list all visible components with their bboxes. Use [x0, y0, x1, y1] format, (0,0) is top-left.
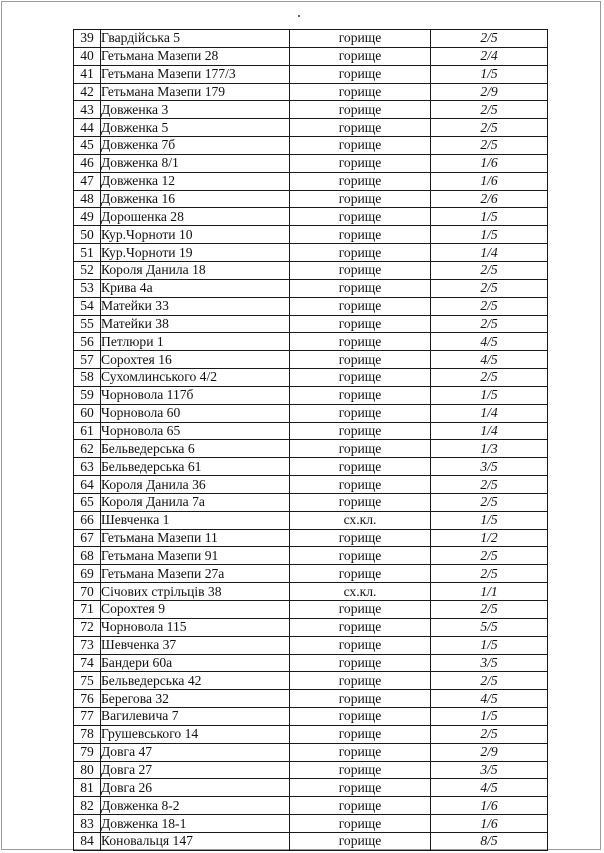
row-number: 62 [74, 440, 101, 458]
row-address: Довженка 7б [101, 137, 290, 155]
row-address: Довженка 5 [101, 119, 290, 137]
row-premise-type: горище [290, 618, 431, 636]
row-address: Довга 27 [101, 761, 290, 779]
row-address: Сорохтея 9 [101, 601, 290, 619]
table-row [74, 832, 548, 850]
row-fraction: 2/5 [431, 30, 548, 48]
row-address: Довженка 8-2 [101, 797, 290, 815]
row-fraction: 3/5 [431, 761, 548, 779]
row-fraction: 4/5 [431, 779, 548, 797]
row-number: 81 [74, 779, 101, 797]
row-premise-type: горище [290, 440, 431, 458]
row-fraction: 1/6 [431, 797, 548, 815]
row-number: 58 [74, 369, 101, 387]
row-number: 83 [74, 815, 101, 833]
row-address: Довженка 18-1 [101, 815, 290, 833]
row-premise-type: горище [290, 30, 431, 48]
table-row [74, 172, 548, 190]
row-address: Гвардійська 5 [101, 30, 290, 48]
row-premise-type: горище [290, 458, 431, 476]
table-row [74, 743, 548, 761]
table-row [74, 333, 548, 351]
row-fraction: 1/6 [431, 172, 548, 190]
row-premise-type: горище [290, 404, 431, 422]
row-premise-type: горище [290, 226, 431, 244]
row-address: Матейки 38 [101, 315, 290, 333]
row-number: 60 [74, 404, 101, 422]
row-fraction: 1/4 [431, 244, 548, 262]
row-fraction: 4/5 [431, 351, 548, 369]
row-premise-type: горище [290, 83, 431, 101]
row-address: Гетьмана Мазепи 179 [101, 83, 290, 101]
table-row [74, 440, 548, 458]
row-number: 53 [74, 279, 101, 297]
row-fraction: 1/5 [431, 65, 548, 83]
row-address: Бандери 60а [101, 654, 290, 672]
row-number: 40 [74, 47, 101, 65]
row-premise-type: горище [290, 315, 431, 333]
row-fraction: 2/5 [431, 369, 548, 387]
row-premise-type: горище [290, 101, 431, 119]
row-fraction: 3/5 [431, 458, 548, 476]
table-row [74, 458, 548, 476]
row-number: 82 [74, 797, 101, 815]
row-fraction: 4/5 [431, 690, 548, 708]
table-row [74, 279, 548, 297]
row-address: Грушевського 14 [101, 725, 290, 743]
row-premise-type: горище [290, 779, 431, 797]
row-fraction: 2/5 [431, 261, 548, 279]
row-fraction: 2/5 [431, 137, 548, 155]
row-fraction: 1/4 [431, 422, 548, 440]
row-number: 47 [74, 172, 101, 190]
table-row [74, 208, 548, 226]
row-address: Вагилевича 7 [101, 708, 290, 726]
row-fraction: 1/1 [431, 583, 548, 601]
table-row [74, 422, 548, 440]
row-fraction: 2/5 [431, 119, 548, 137]
row-fraction: 2/5 [431, 725, 548, 743]
table-row [74, 511, 548, 529]
table-row [74, 119, 548, 137]
row-address: Довженка 16 [101, 190, 290, 208]
table-row [74, 83, 548, 101]
row-fraction: 1/4 [431, 404, 548, 422]
table-row [74, 297, 548, 315]
table-row [74, 779, 548, 797]
row-fraction: 1/5 [431, 708, 548, 726]
table-row [74, 797, 548, 815]
row-fraction: 2/9 [431, 83, 548, 101]
row-number: 79 [74, 743, 101, 761]
row-address: Петлюри 1 [101, 333, 290, 351]
row-fraction: 2/5 [431, 601, 548, 619]
row-fraction: 8/5 [431, 832, 548, 850]
table-row [74, 601, 548, 619]
table-row [74, 476, 548, 494]
table-row [74, 226, 548, 244]
row-fraction: 1/3 [431, 440, 548, 458]
row-premise-type: горище [290, 154, 431, 172]
row-address: Довженка 8/1 [101, 154, 290, 172]
row-number: 41 [74, 65, 101, 83]
row-number: 51 [74, 244, 101, 262]
row-number: 39 [74, 30, 101, 48]
row-number: 44 [74, 119, 101, 137]
row-address: Гетьмана Мазепи 91 [101, 547, 290, 565]
row-number: 50 [74, 226, 101, 244]
row-premise-type: горище [290, 476, 431, 494]
row-address: Шевченка 1 [101, 511, 290, 529]
row-address: Матейки 33 [101, 297, 290, 315]
row-address: Чорновола 117б [101, 386, 290, 404]
row-address: Дорошенка 28 [101, 208, 290, 226]
row-address: Короля Данила 18 [101, 261, 290, 279]
row-number: 48 [74, 190, 101, 208]
table-row [74, 672, 548, 690]
row-address: Кур.Чорноти 19 [101, 244, 290, 262]
row-number: 57 [74, 351, 101, 369]
row-fraction: 1/5 [431, 208, 548, 226]
row-number: 52 [74, 261, 101, 279]
row-address: Січових стрільців 38 [101, 583, 290, 601]
row-fraction: 2/5 [431, 101, 548, 119]
table-row [74, 386, 548, 404]
row-premise-type: горище [290, 279, 431, 297]
table-row [74, 708, 548, 726]
table-row [74, 493, 548, 511]
table-row [74, 404, 548, 422]
row-address: Чорновола 60 [101, 404, 290, 422]
row-address: Кур.Чорноти 10 [101, 226, 290, 244]
row-address: Бельведерська 6 [101, 440, 290, 458]
row-number: 70 [74, 583, 101, 601]
table-row [74, 583, 548, 601]
row-number: 61 [74, 422, 101, 440]
row-fraction: 2/5 [431, 493, 548, 511]
table-row [74, 725, 548, 743]
row-number: 68 [74, 547, 101, 565]
row-number: 59 [74, 386, 101, 404]
row-fraction: 3/5 [431, 654, 548, 672]
row-number: 67 [74, 529, 101, 547]
row-premise-type: горище [290, 725, 431, 743]
row-address: Гетьмана Мазепи 28 [101, 47, 290, 65]
row-premise-type: горище [290, 832, 431, 850]
row-fraction: 5/5 [431, 618, 548, 636]
row-number: 77 [74, 708, 101, 726]
row-fraction: 4/5 [431, 333, 548, 351]
row-number: 42 [74, 83, 101, 101]
table-row [74, 65, 548, 83]
row-number: 78 [74, 725, 101, 743]
row-number: 75 [74, 672, 101, 690]
row-premise-type: горище [290, 261, 431, 279]
row-fraction: 2/9 [431, 743, 548, 761]
table-row [74, 690, 548, 708]
table-row [74, 636, 548, 654]
row-fraction: 2/5 [431, 279, 548, 297]
row-number: 71 [74, 601, 101, 619]
row-premise-type: горище [290, 743, 431, 761]
table-row [74, 261, 548, 279]
row-fraction: 2/5 [431, 315, 548, 333]
row-premise-type: горище [290, 636, 431, 654]
row-fraction: 2/5 [431, 476, 548, 494]
row-premise-type: горище [290, 601, 431, 619]
row-premise-type: горище [290, 47, 431, 65]
row-fraction: 1/5 [431, 386, 548, 404]
row-number: 56 [74, 333, 101, 351]
row-address: Бельведерська 61 [101, 458, 290, 476]
row-premise-type: горище [290, 297, 431, 315]
row-number: 76 [74, 690, 101, 708]
row-address: Гетьмана Мазепи 11 [101, 529, 290, 547]
row-number: 74 [74, 654, 101, 672]
row-premise-type: горище [290, 797, 431, 815]
row-fraction: 2/5 [431, 672, 548, 690]
table-row [74, 47, 548, 65]
row-number: 84 [74, 832, 101, 850]
row-address: Сухомлинського 4/2 [101, 369, 290, 387]
row-address: Чорновола 115 [101, 618, 290, 636]
row-premise-type: горище [290, 708, 431, 726]
table-row [74, 529, 548, 547]
row-number: 54 [74, 297, 101, 315]
row-fraction: 2/5 [431, 297, 548, 315]
row-number: 64 [74, 476, 101, 494]
table-body [74, 30, 548, 851]
row-premise-type: горище [290, 65, 431, 83]
address-table [73, 29, 548, 851]
row-address: Крива 4а [101, 279, 290, 297]
row-address: Гетьмана Мазепи 177/3 [101, 65, 290, 83]
row-fraction: 1/5 [431, 226, 548, 244]
row-premise-type: горище [290, 369, 431, 387]
row-fraction: 1/2 [431, 529, 548, 547]
row-address: Коновальця 147 [101, 832, 290, 850]
row-premise-type: горище [290, 690, 431, 708]
row-premise-type: горище [290, 493, 431, 511]
row-premise-type: горище [290, 422, 431, 440]
row-premise-type: горище [290, 137, 431, 155]
row-address: Сорохтея 16 [101, 351, 290, 369]
row-fraction: 2/6 [431, 190, 548, 208]
table-row [74, 654, 548, 672]
row-premise-type: сх.кл. [290, 511, 431, 529]
row-address: Довга 47 [101, 743, 290, 761]
row-fraction: 2/5 [431, 565, 548, 583]
table-row [74, 315, 548, 333]
table-row [74, 154, 548, 172]
row-address: Довженка 3 [101, 101, 290, 119]
row-number: 55 [74, 315, 101, 333]
row-number: 66 [74, 511, 101, 529]
row-address: Гетьмана Мазепи 27а [101, 565, 290, 583]
row-number: 65 [74, 493, 101, 511]
table-row [74, 351, 548, 369]
table-row [74, 244, 548, 262]
row-premise-type: горище [290, 386, 431, 404]
row-fraction: 2/4 [431, 47, 548, 65]
row-fraction: 1/5 [431, 511, 548, 529]
row-premise-type: горище [290, 190, 431, 208]
row-number: 45 [74, 137, 101, 155]
row-premise-type: горище [290, 547, 431, 565]
table-row [74, 547, 548, 565]
row-address: Довга 26 [101, 779, 290, 797]
row-number: 73 [74, 636, 101, 654]
row-number: 72 [74, 618, 101, 636]
row-premise-type: горище [290, 529, 431, 547]
table-row [74, 101, 548, 119]
row-premise-type: сх.кл. [290, 583, 431, 601]
row-premise-type: горище [290, 351, 431, 369]
row-fraction: 1/6 [431, 815, 548, 833]
table-row [74, 369, 548, 387]
table-row [74, 565, 548, 583]
row-fraction: 1/5 [431, 636, 548, 654]
row-address: Чорновола 65 [101, 422, 290, 440]
row-number: 69 [74, 565, 101, 583]
row-fraction: 2/5 [431, 547, 548, 565]
row-number: 63 [74, 458, 101, 476]
row-address: Короля Данила 7а [101, 493, 290, 511]
row-address: Берегова 32 [101, 690, 290, 708]
row-premise-type: горище [290, 815, 431, 833]
row-address: Шевченка 37 [101, 636, 290, 654]
document-page [1, 1, 601, 850]
table-row [74, 761, 548, 779]
table-row [74, 190, 548, 208]
row-premise-type: горище [290, 333, 431, 351]
row-premise-type: горище [290, 244, 431, 262]
row-premise-type: горище [290, 565, 431, 583]
table-row [74, 815, 548, 833]
row-premise-type: горище [290, 672, 431, 690]
row-premise-type: горище [290, 761, 431, 779]
table-row [74, 137, 548, 155]
row-address: Короля Данила 36 [101, 476, 290, 494]
row-number: 80 [74, 761, 101, 779]
row-address: Довженка 12 [101, 172, 290, 190]
row-address: Бельведерська 42 [101, 672, 290, 690]
table-row [74, 30, 548, 48]
table-row [74, 618, 548, 636]
row-premise-type: горище [290, 208, 431, 226]
row-fraction: 1/6 [431, 154, 548, 172]
row-number: 49 [74, 208, 101, 226]
row-number: 43 [74, 101, 101, 119]
row-premise-type: горище [290, 119, 431, 137]
row-premise-type: горище [290, 654, 431, 672]
row-premise-type: горище [290, 172, 431, 190]
row-number: 46 [74, 154, 101, 172]
scan-speck [298, 15, 300, 17]
